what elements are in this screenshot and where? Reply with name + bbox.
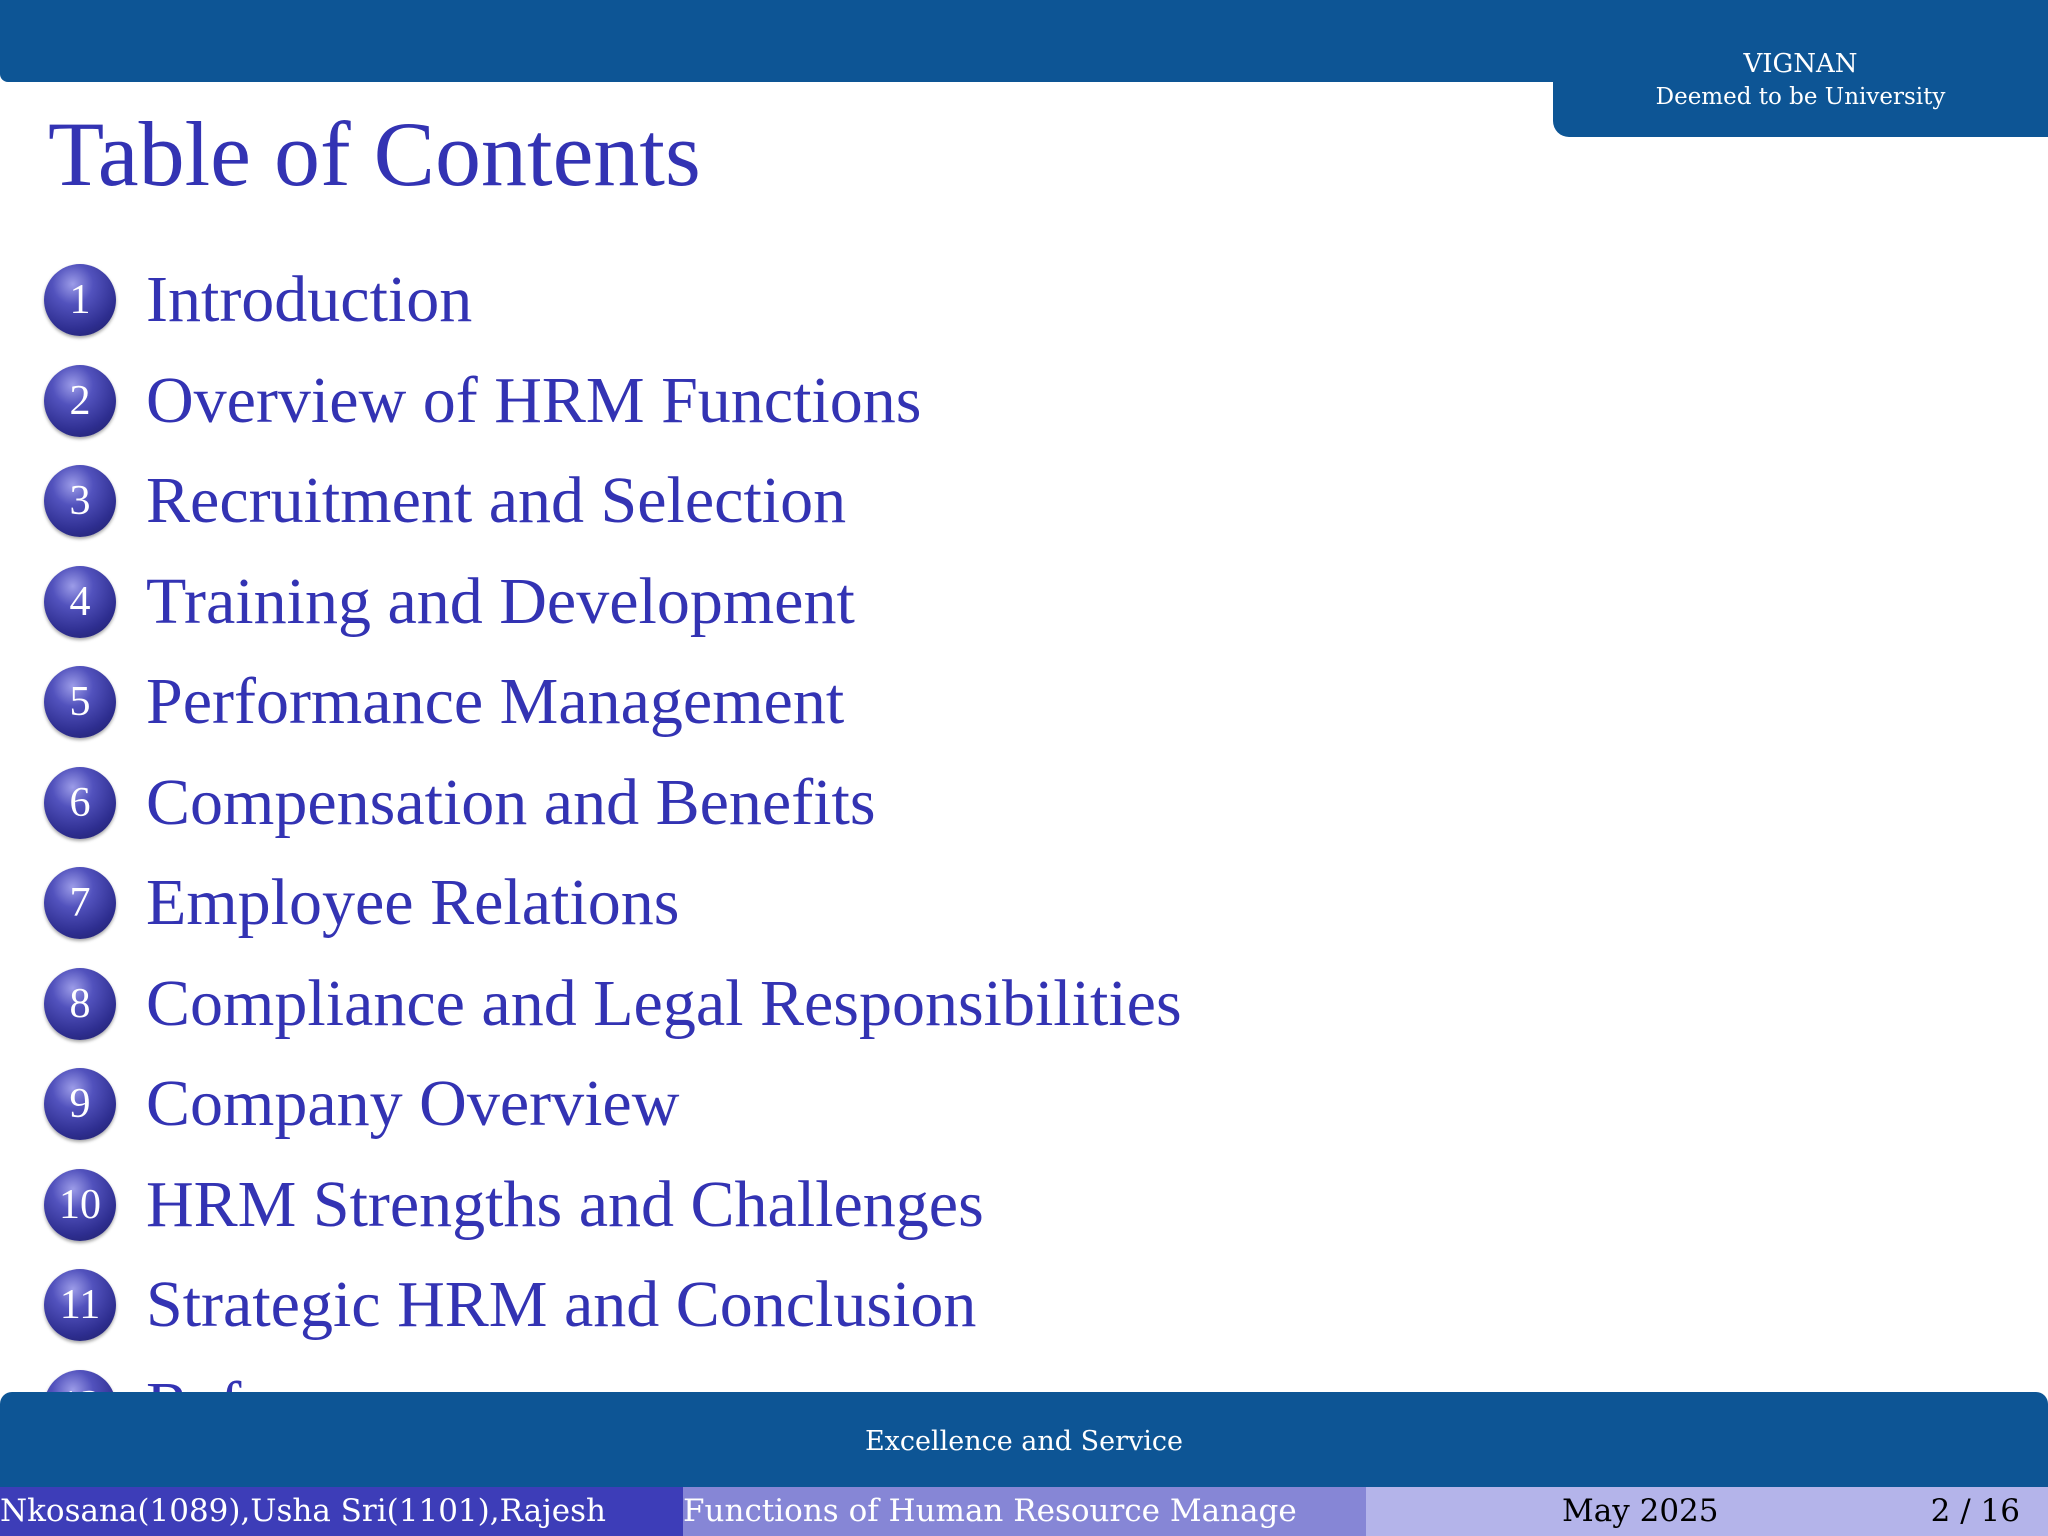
- toc-number-ball: 2: [44, 365, 116, 437]
- toc-item[interactable]: [44, 954, 1182, 1055]
- toc-link[interactable]: Company Overview: [146, 1067, 680, 1141]
- toc-number-ball: 6: [44, 767, 116, 839]
- toc-item[interactable]: [44, 250, 1182, 351]
- toc-link[interactable]: Strategic HRM and Conclusion: [146, 1268, 977, 1342]
- toc-item[interactable]: [44, 1155, 1182, 1256]
- toc-number-ball: 1: [44, 264, 116, 336]
- footer-date-page: [1366, 1487, 2048, 1536]
- toc-item[interactable]: [44, 451, 1182, 552]
- university-badge: [1553, 0, 2048, 137]
- toc-number-ball: 5: [44, 666, 116, 738]
- toc-link[interactable]: Employee Relations: [146, 866, 680, 940]
- toc-item[interactable]: [44, 853, 1182, 954]
- footer-authors: Nkosana(1089),Usha Sri(1101),Rajesh: [0, 1487, 683, 1536]
- toc-link[interactable]: Introduction: [146, 263, 473, 337]
- toc-link[interactable]: Recruitment and Selection: [146, 464, 847, 538]
- toc-link[interactable]: Overview of HRM Functions: [146, 363, 922, 437]
- footer-motto: Excellence and Service: [864, 1426, 1184, 1457]
- toc-number-ball: 11: [44, 1269, 116, 1341]
- toc-item[interactable]: [44, 1054, 1182, 1155]
- toc-number-ball: 7: [44, 867, 116, 939]
- footer-info-bar: [0, 1487, 2048, 1536]
- toc-link[interactable]: Compliance and Legal Responsibilities: [146, 966, 1182, 1040]
- university-name: VIGNAN: [1743, 49, 1858, 79]
- toc-number-ball: 8: [44, 968, 116, 1040]
- toc-item[interactable]: [44, 552, 1182, 653]
- toc-item[interactable]: [44, 1255, 1182, 1356]
- toc-number-ball: 4: [44, 566, 116, 638]
- footer-presentation-title: Functions of Human Resource Manage: [683, 1487, 1366, 1536]
- toc-item[interactable]: [44, 351, 1182, 452]
- toc-number-ball: 9: [44, 1068, 116, 1140]
- table-of-contents: [44, 250, 1182, 1456]
- university-subtitle: Deemed to be University: [1655, 84, 1946, 110]
- toc-number-ball: 3: [44, 465, 116, 537]
- toc-item[interactable]: [44, 753, 1182, 854]
- page-number: 2 / 16: [1930, 1493, 2020, 1529]
- toc-link[interactable]: HRM Strengths and Challenges: [146, 1167, 984, 1241]
- toc-link[interactable]: Performance Management: [146, 665, 845, 739]
- toc-link[interactable]: Compensation and Benefits: [146, 765, 876, 839]
- toc-link[interactable]: Training and Development: [146, 564, 855, 638]
- toc-number-ball: 10: [44, 1169, 116, 1241]
- footer-date: May 2025: [1562, 1493, 1719, 1529]
- slide-title: Table of Contents: [48, 103, 701, 205]
- toc-item[interactable]: [44, 652, 1182, 753]
